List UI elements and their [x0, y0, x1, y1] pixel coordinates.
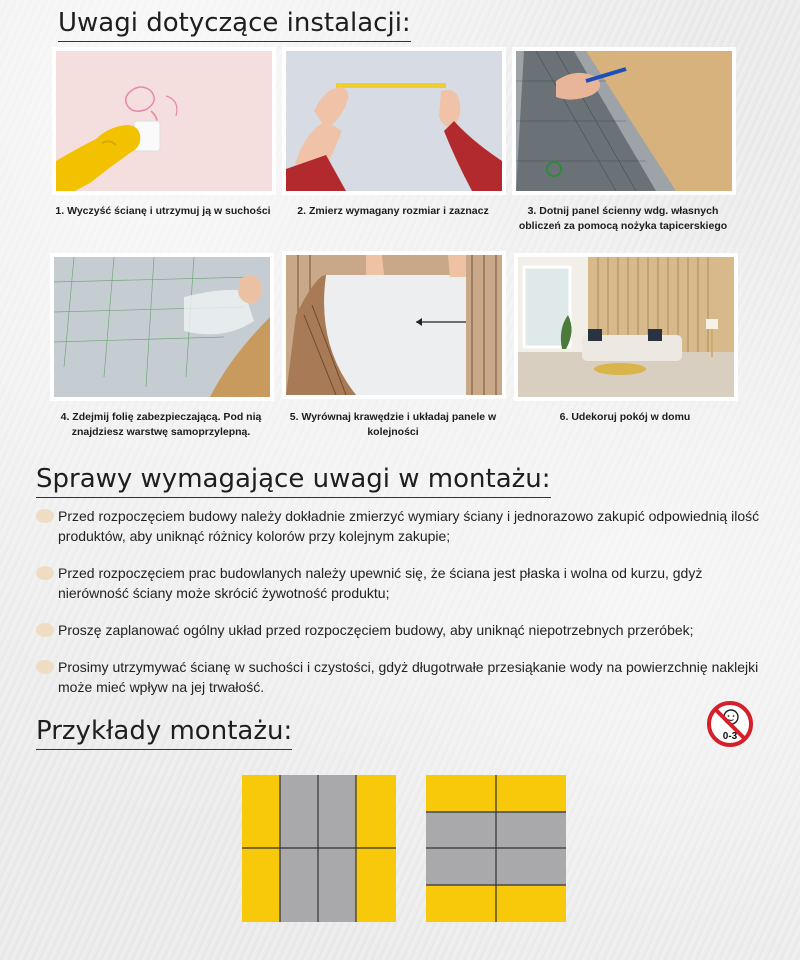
- cleaning-photo: [56, 51, 272, 191]
- peeling-photo: [54, 257, 270, 397]
- mounting-examples-title: Przykłady montażu:: [36, 716, 292, 750]
- aligning-photo: [286, 255, 502, 395]
- measuring-photo: [286, 51, 502, 191]
- bullet-dot-icon: [36, 509, 54, 523]
- no-children-icon: [706, 700, 754, 748]
- bullet-dot-icon: [36, 623, 54, 637]
- layout-example-horizontal: [426, 775, 566, 922]
- step-5-caption: 5. Wyrównaj krawędzie i układaj panele w kolejności: [289, 411, 497, 438]
- bullet-dot-icon: [36, 660, 54, 674]
- note-text: Przed rozpoczęciem prac budowlanych należy upewnić się, że ściana jest płaska i wolna od kurzu, gdyż nierówność ściany może skrócić żywotność produktu;: [58, 565, 703, 601]
- age-label: 0-3: [722, 731, 738, 742]
- bullet-dot-icon: [36, 566, 54, 580]
- installation-notes-title: Uwagi dotyczące instalacji:: [58, 8, 411, 42]
- layout-example-vertical: [242, 775, 396, 922]
- note-text: Proszę zaplanować ogólny układ przed rozpoczęciem budowy, aby uniknąć niepotrzebnych przeróbek;: [58, 622, 694, 638]
- living-room-photo: [518, 257, 734, 397]
- note-text: Przed rozpoczęciem budowy należy dokładnie zmierzyć wymiary ściany i jednorazowo zakupić odpowiednią ilość produktów, aby uniknąć różnicy kolorów przy kolejnym zakupie;: [58, 508, 760, 544]
- cutting-photo: [516, 51, 732, 191]
- step-4-caption: 4. Zdejmij folię zabezpieczającą. Pod nią znajdziesz warstwę samoprzylepną.: [60, 411, 262, 438]
- step-1-caption: 1. Wyczyść ścianę i utrzymuj ją w suchości: [55, 205, 271, 217]
- step-2-caption: 2. Zmierz wymagany rozmiar i zaznacz: [297, 205, 489, 217]
- step-6-caption: 6. Udekoruj pokój w domu: [559, 411, 691, 423]
- mounting-notes-title: Sprawy wymagające uwagi w montażu:: [36, 464, 551, 498]
- note-text: Prosimy utrzymywać ścianę w suchości i czystości, gdyż długotrwałe przesiąkanie wody na powierzchnię naklejki może mieć wpływ na jej trwałość.: [58, 659, 759, 695]
- step-3-caption: 3. Dotnij panel ścienny wdg. własnych obliczeń za pomocą nożyka tapicerskiego: [518, 205, 728, 232]
